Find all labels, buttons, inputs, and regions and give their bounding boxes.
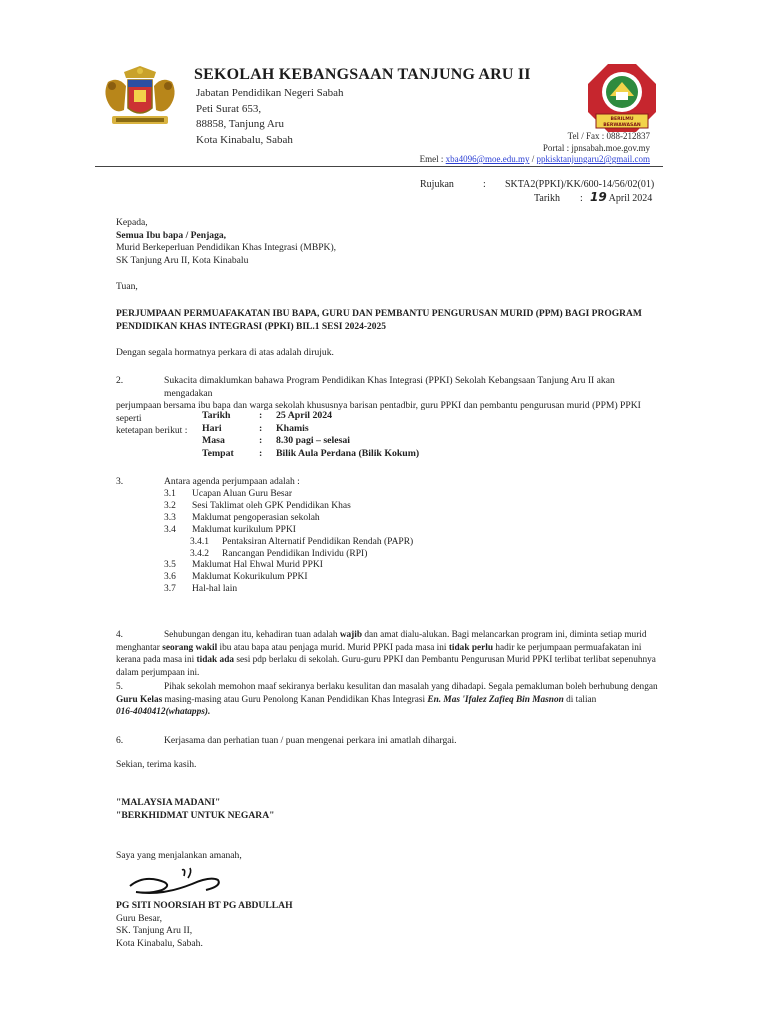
email-line — [420, 154, 650, 166]
slogans — [116, 797, 664, 822]
tarikh-rest: April 2024 — [608, 193, 653, 204]
signatory-line: Kota Kinabalu, Sabah. — [116, 937, 203, 949]
para-text: Guru Kelas masing-masing atau Guru Penolong Kanan Pendidikan Khas Integrasi En. Mas 'Ifalez Zafieq Bin Masnon di talian — [116, 694, 597, 705]
colon: : — [259, 435, 263, 447]
para-text: menghantar seorang wakil ibu atau bapa atau penjaga murid. Murid PPKI pada masa ini tidak perlu hadir ke perjumpaan permuafakatan ini — [116, 642, 642, 653]
recipient-line: SK Tanjung Aru II, Kota Kinabalu — [116, 254, 249, 266]
address-line: Kota Kinabalu, Sabah — [196, 133, 293, 146]
colon: : — [259, 422, 263, 434]
signatory-line: SK. Tanjung Aru II, — [116, 925, 193, 936]
rujukan-row — [420, 178, 654, 191]
para-number: 2. — [116, 375, 124, 386]
detail-label: Masa — [202, 435, 225, 447]
colon: : — [259, 410, 263, 421]
reference-block — [420, 178, 654, 205]
detail-value: Khamis — [276, 422, 309, 434]
detail-row — [202, 423, 422, 436]
kepada: Kepada, — [116, 217, 148, 228]
detail-value: 8.30 pagi – selesai — [276, 435, 351, 447]
paragraph-5 — [116, 681, 664, 719]
agenda-item: 3.5 Maklumat Hal Ehwal Murid PPKI — [164, 560, 323, 571]
tarikh-day: 19 — [590, 190, 607, 204]
opening-line: Dengan segala hormatnya perkara di atas adalah dirujuk. — [116, 347, 334, 358]
para-text: Sukacita dimaklumkan bahawa Program Pendidikan Khas Integrasi (PPKI) Sekolah Kebangsaan Tanjung Aru II akan mengadakan — [164, 375, 615, 399]
agenda-item: 3.7 Hal-hal lain — [164, 584, 238, 595]
agenda-item: 3.6 Maklumat Kokurikulum PPKI — [164, 572, 308, 583]
detail-label: Hari — [202, 422, 222, 434]
colon: : — [259, 447, 263, 459]
colon: : — [580, 193, 583, 204]
colon: : — [483, 179, 486, 190]
recipient-block — [116, 217, 664, 267]
detail-row — [202, 448, 422, 461]
agenda-item: 3.2 Sesi Taklimat oleh GPK Pendidikan Khas — [164, 500, 351, 511]
para-number: 5. — [116, 682, 123, 692]
recipient-to: Semua Ibu bapa / Penjaga, — [116, 229, 227, 241]
email-label: Emel : — [419, 154, 444, 164]
agenda-list — [164, 489, 413, 596]
coat-of-arms-icon — [94, 64, 186, 128]
para-number: 4. — [116, 630, 123, 640]
para-number: 3. — [116, 476, 124, 487]
email-separator: / — [531, 154, 535, 164]
para-text: Kerjasama dan perhatian tuan / puan mengenai perkara ini amatlah dihargai. — [164, 735, 457, 746]
email-link-1[interactable]: xba4096@moe.edu.my — [445, 154, 530, 164]
agenda-subitem: 3.4.2 Rancangan Pendidikan Individu (RPI) — [190, 548, 368, 559]
email-link-2[interactable]: ppkisktanjungaru2@gmail.com — [536, 154, 650, 164]
paragraph-4 — [116, 629, 664, 679]
para-text: perjumpaan bersama ibu bapa dan warga sekolah khususnya barisan pentadbir, guru PPKI dan pembantu pengurusan murid (PPM) PPKI seperti — [116, 400, 641, 424]
para-text: dalam perjumpaan ini. — [116, 667, 200, 678]
signoff-line: Saya yang menjalankan amanah, — [116, 850, 242, 861]
detail-row — [202, 435, 422, 448]
address-line: 88858, Tanjung Aru — [196, 118, 284, 130]
badge-motto: BERILMU BERWAWASAN — [603, 117, 641, 128]
paragraph-3 — [116, 476, 664, 489]
para-text: Pihak sekolah memohon maaf sekiranya berlaku kesulitan dan masalah yang dihadapi. Segala pemakluman boleh berhubung dengan — [164, 682, 658, 692]
signatory-line: Guru Besar, — [116, 912, 162, 924]
meeting-details-table — [202, 410, 422, 460]
detail-row — [202, 410, 422, 423]
contact-block — [420, 131, 650, 166]
portal: Portal : jpnsabah.moe.gov.my — [542, 142, 650, 153]
para-number: 6. — [116, 735, 124, 746]
detail-value: 25 April 2024 — [276, 410, 333, 421]
paragraph-6 — [116, 735, 664, 748]
tarikh-row — [420, 191, 654, 205]
address-line: Peti Surat 653, — [196, 102, 262, 115]
subject-line: PERJUMPAAN PERMUAFAKATAN IBU BAPA, GURU DAN PEMBANTU PENGURUSAN MURID (PPM) BAGI PROGRAM — [116, 309, 642, 319]
recipient-line: Murid Berkeperluan Pendidikan Khas Integrasi (MBPK), — [116, 242, 337, 253]
signatory-block — [116, 900, 664, 950]
subject-line: PENDIDIKAN KHAS INTEGRASI (PPKI) BIL.1 SESI 2024-2025 — [116, 322, 386, 332]
tarikh-label: Tarikh — [534, 193, 560, 204]
agenda-item: 3.4 Maklumat kurikulum PPKI — [164, 524, 296, 535]
rujukan-label: Rujukan — [420, 179, 454, 190]
address-line: Jabatan Pendidikan Negeri Sabah — [196, 87, 344, 99]
salutation: Tuan, — [116, 281, 138, 292]
signatory-name: PG SITI NOORSIAH BT PG ABDULLAH — [116, 900, 293, 911]
para-text: kerana pada masa ini tidak ada sesi pdp berlaku di sekolah. Guru-guru PPKI dan Pembantu Pengurusan Murid PPKI terlibat terlibat sepenuhnya — [116, 655, 656, 665]
school-address — [196, 86, 344, 148]
closing-line: Sekian, terima kasih. — [116, 759, 197, 770]
detail-label: Tempat — [202, 447, 234, 459]
slogan: "BERKHIDMAT UNTUK NEGARA" — [116, 809, 275, 821]
agenda-item: 3.3 Maklumat pengoperasian sekolah — [164, 512, 320, 523]
detail-value: Bilik Aula Perdana (Bilik Kokum) — [276, 447, 420, 459]
agenda-subitem: 3.4.1 Pentaksiran Alternatif Pendidikan Rendah (PAPR) — [190, 536, 414, 547]
header-divider — [95, 166, 663, 167]
tel-fax: Tel / Fax : 088-212837 — [567, 131, 650, 141]
para-text: Sehubungan dengan itu, kehadiran tuan adalah wajib dan amat dialu-alukan. Bagi melancarkan program ini, diminta setiap murid — [164, 630, 647, 640]
rujukan-value: SKTA2(PPKI)/KK/600-14/56/02(01) — [505, 179, 655, 190]
phone-number: 016-4040412(whatapps). — [116, 707, 211, 717]
subject-heading — [116, 308, 664, 334]
agenda-item: 3.1 Ucapan Aluan Guru Besar — [164, 489, 292, 499]
signature-image — [122, 862, 242, 898]
slogan: "MALAYSIA MADANI" — [116, 797, 221, 808]
para-text: ketetapan berikut : — [116, 425, 188, 436]
detail-label: Tarikh — [202, 410, 231, 421]
para-text: Antara agenda perjumpaan adalah : — [164, 476, 300, 487]
school-name: SEKOLAH KEBANGSAAN TANJUNG ARU II — [194, 66, 531, 83]
